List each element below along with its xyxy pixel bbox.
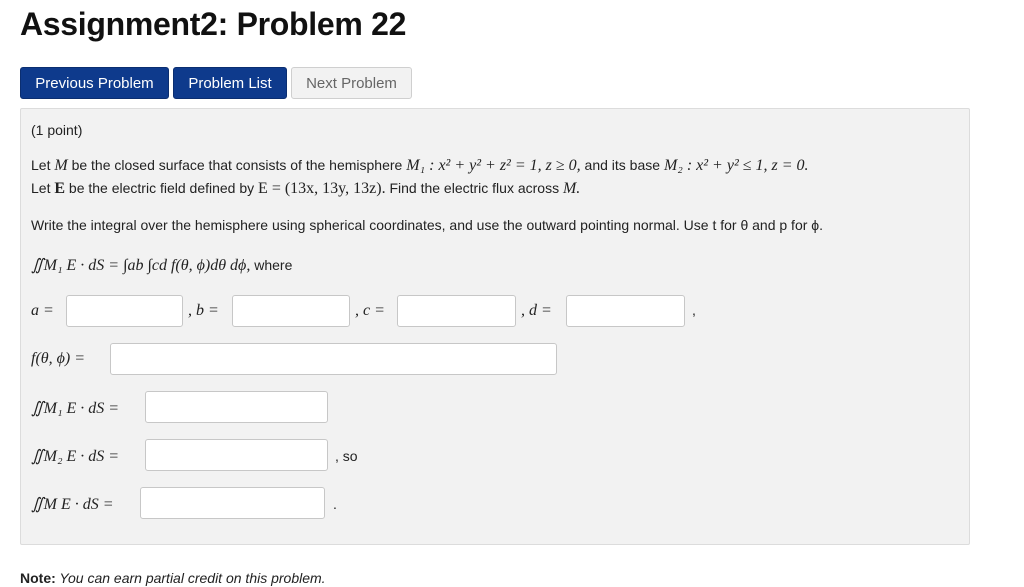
c-input[interactable] <box>397 295 516 327</box>
flux-m1-label: ∬M₁ E · dS = <box>31 400 120 417</box>
field-definition: E = (13x, 13y, 13z). <box>258 180 386 197</box>
problem-line-1: Let M be the closed surface that consists of the hemisphere M₁ : x² + y² + z² = 1, z ≥ 0, and its base M₂ : x² + y² ≤ 1, z = 0. <box>31 157 809 174</box>
partial-credit-note: Note: You can earn partial credit on this problem. <box>20 570 326 586</box>
a-input[interactable] <box>66 295 183 327</box>
problem-list-button[interactable]: Problem List <box>173 67 287 99</box>
surface-symbol: M <box>54 157 68 174</box>
flux-m-input[interactable] <box>140 487 325 519</box>
a-label: a = <box>31 302 54 319</box>
so-text: , so <box>335 448 358 464</box>
final-period: . <box>333 496 337 512</box>
f-label: f(θ, ϕ) = <box>31 350 86 367</box>
d-label: , d = <box>521 302 552 319</box>
trailing-comma: , <box>692 302 696 318</box>
field-symbol: E <box>54 180 66 197</box>
points-label: (1 point) <box>31 122 83 138</box>
c-label: , c = <box>355 302 385 319</box>
surface-symbol-2: M. <box>562 180 581 197</box>
problem-line-2: Let E be the electric field defined by E = (13x, 13y, 13z). Find the electric flux across M. <box>31 180 581 197</box>
flux-m1-input[interactable] <box>145 391 328 423</box>
flux-m2-label: ∬M₂ E · dS = <box>31 448 120 465</box>
d-input[interactable] <box>566 295 685 327</box>
f-input[interactable] <box>110 343 557 375</box>
b-label: , b = <box>188 302 219 319</box>
next-problem-button[interactable]: Next Problem <box>291 67 412 99</box>
instruction-text: Write the integral over the hemisphere using spherical coordinates, and use the outward pointing normal. Use t for θ and p for ϕ. <box>31 217 824 233</box>
base-definition: M₂ : x² + y² ≤ 1, z = 0. <box>663 157 809 174</box>
flux-m-label: ∬M E · dS = <box>31 496 114 513</box>
previous-problem-button[interactable]: Previous Problem <box>20 67 169 99</box>
flux-m2-input[interactable] <box>145 439 328 471</box>
hemisphere-definition: M₁ : x² + y² + z² = 1, z ≥ 0, <box>406 157 581 174</box>
page-title: Assignment2: Problem 22 <box>20 6 407 42</box>
problem-panel <box>20 108 970 545</box>
b-input[interactable] <box>232 295 350 327</box>
integral-expression: ∬M₁ E · dS = ∫ab ∫cd f(θ, ϕ)dθ dϕ, where <box>31 257 293 274</box>
